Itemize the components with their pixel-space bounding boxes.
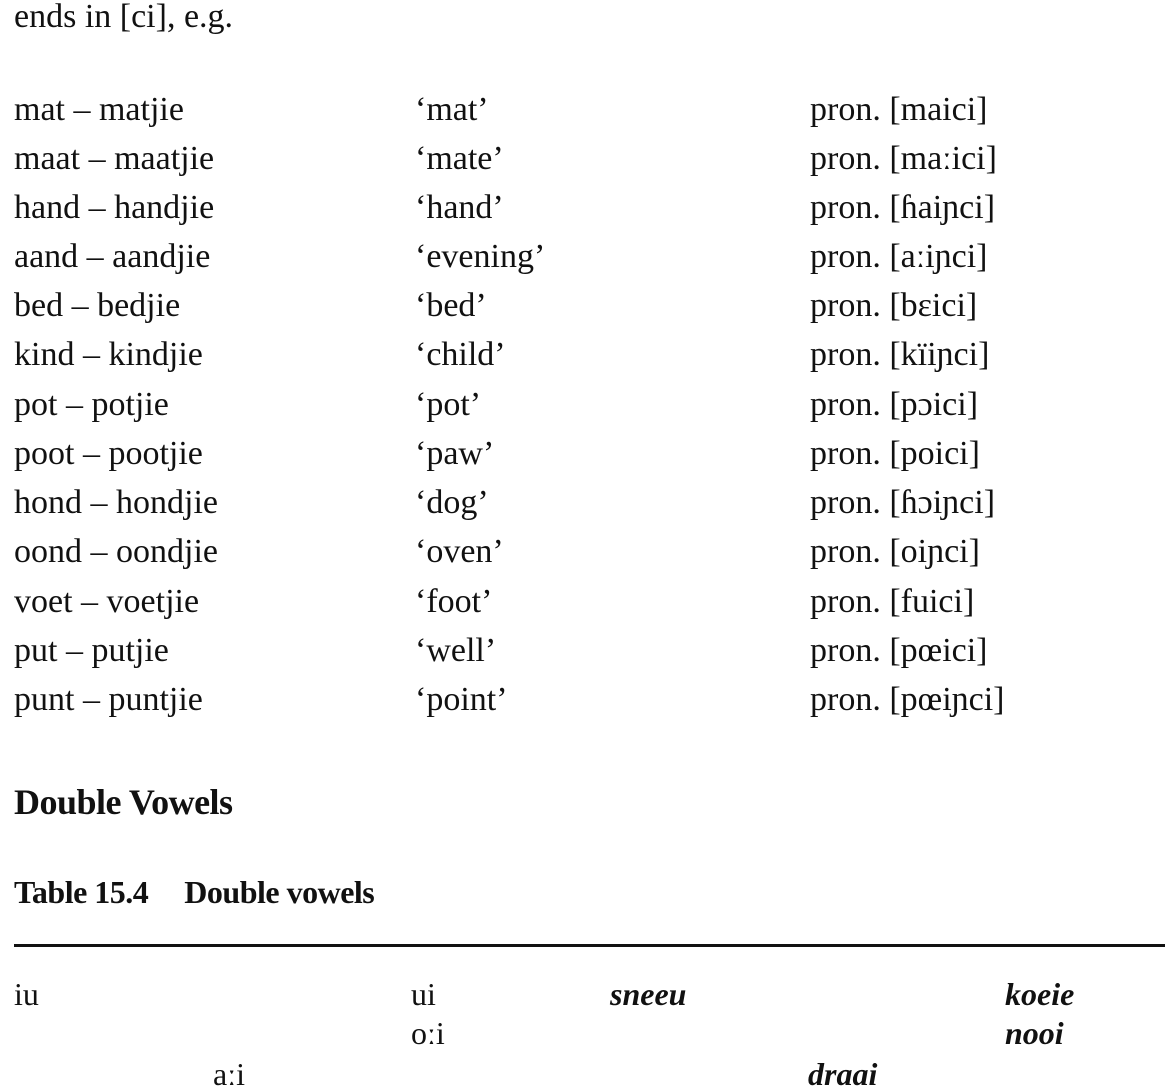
list-item: [0, 683, 1165, 732]
pronunciation: pron. [pœici]: [810, 632, 988, 669]
pronunciation: pron. [oiɲci]: [810, 533, 980, 570]
word-pair: put – putjie: [14, 632, 169, 669]
pronunciation: pron. [aːiɲci]: [810, 238, 988, 275]
list-item: [0, 191, 1165, 240]
gloss: ‘child’: [415, 336, 506, 373]
gloss: ‘pot’: [415, 386, 482, 423]
gloss: ‘mat’: [415, 91, 489, 128]
section-heading: Double Vowels: [14, 782, 233, 822]
word-pair: poot – pootjie: [14, 435, 203, 472]
list-item: [0, 93, 1165, 142]
table-caption: [14, 876, 374, 908]
list-item: [0, 289, 1165, 338]
gloss: ‘foot’: [415, 583, 493, 620]
table-cell: koeie: [1005, 976, 1075, 1012]
word-pair: hand – handjie: [14, 189, 215, 226]
list-item: [0, 486, 1165, 535]
table-cell: iu: [14, 976, 39, 1012]
list-item: [0, 240, 1165, 289]
gloss: ‘dog’: [415, 484, 489, 521]
gloss: ‘evening’: [415, 238, 546, 275]
list-item: [0, 142, 1165, 191]
intro-line: ends in [ci], e.g.: [14, 0, 234, 35]
table-cell: aːi: [213, 1056, 245, 1092]
word-pair: bed – bedjie: [14, 287, 181, 324]
table-cell: draai: [808, 1056, 878, 1092]
list-item: [0, 437, 1165, 486]
list-item: [0, 338, 1165, 387]
word-pair: voet – voetjie: [14, 583, 200, 620]
word-pair: oond – oondjie: [14, 533, 218, 570]
table-label: Table 15.4: [14, 874, 149, 910]
gloss: ‘oven’: [415, 533, 504, 570]
pronunciation: pron. [poici]: [810, 435, 980, 472]
list-item: [0, 585, 1165, 634]
table-cell: sneeu: [610, 976, 687, 1012]
gloss: ‘mate’: [415, 140, 504, 177]
word-pair: mat – matjie: [14, 91, 184, 128]
pronunciation: pron. [maːici]: [810, 140, 997, 177]
pronunciation: pron. [pœiɲci]: [810, 681, 1005, 718]
list-item: [0, 634, 1165, 683]
pronunciation: pron. [fuici]: [810, 583, 975, 620]
table-title: Double vowels: [184, 874, 375, 910]
word-pair: pot – potjie: [14, 386, 169, 423]
list-item: [0, 388, 1165, 437]
word-pair: kind – kindjie: [14, 336, 203, 373]
word-pair: maat – maatjie: [14, 140, 215, 177]
gloss: ‘well’: [415, 632, 497, 669]
gloss: ‘paw’: [415, 435, 495, 472]
word-pair: aand – aandjie: [14, 238, 211, 275]
pronunciation: pron. [ɦaiɲci]: [810, 189, 996, 226]
pronunciation: pron. [bɛici]: [810, 287, 978, 324]
pronunciation: pron. [pɔici]: [810, 386, 979, 423]
table-cell: oːi: [411, 1015, 445, 1051]
table-cell: ui: [411, 976, 436, 1012]
pronunciation: pron. [ɦɔiɲci]: [810, 484, 996, 521]
table-top-rule: [14, 944, 1165, 947]
table-cell: nooi: [1005, 1015, 1064, 1051]
gloss: ‘point’: [415, 681, 508, 718]
pronunciation: pron. [maici]: [810, 91, 988, 128]
word-pair: punt – puntjie: [14, 681, 203, 718]
pronunciation: pron. [kïiɲci]: [810, 336, 990, 373]
list-item: [0, 535, 1165, 584]
word-pair: hond – hondjie: [14, 484, 218, 521]
gloss: ‘hand’: [415, 189, 504, 226]
gloss: ‘bed’: [415, 287, 487, 324]
